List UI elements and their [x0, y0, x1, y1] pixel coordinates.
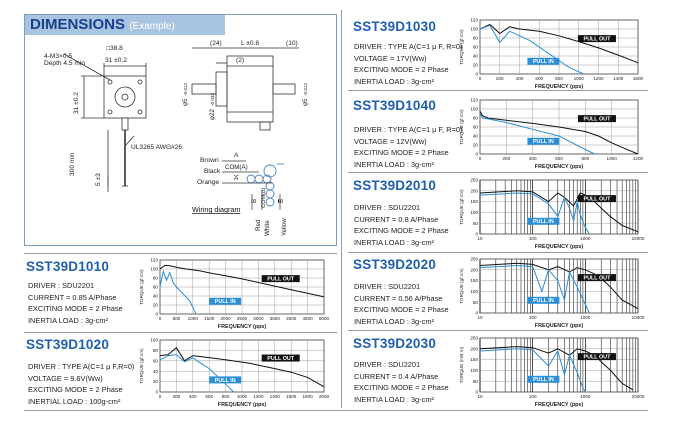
divider-right-2: [348, 172, 648, 173]
y-tick-label: 120: [470, 17, 478, 23]
model-specs-sst39d2020: [354, 281, 449, 327]
x-tick-label: 800: [581, 156, 590, 161]
chart-sst39d1010: [138, 256, 334, 330]
wire-orange-label: Orange: [197, 179, 219, 186]
x-axis-label: FREQUENCY (pps): [534, 244, 584, 250]
y-tick-label: 100: [470, 26, 478, 32]
model-title-sst39d2010: SST39D2010: [353, 178, 437, 193]
x-tick-label: 800: [555, 76, 563, 81]
spec-line: INERTIA LOAD : 3g-cm²: [354, 394, 434, 404]
pull-out-badge: [578, 274, 616, 281]
spec-line: INERTIA LOAD : 3g-cm²: [354, 237, 434, 247]
spec-line: CURRENT = 0.8 A/Phase: [354, 214, 439, 224]
spec-line: CURRENT = 0.4 A/Phase: [354, 371, 439, 381]
plot-frame: [480, 338, 638, 392]
pull-out-badge: [578, 35, 616, 42]
x-tick-label: 0: [158, 394, 162, 399]
y-tick-label: 0: [155, 311, 158, 317]
terminal-a-bar-label: A: [234, 175, 239, 182]
x-tick-label: 1000: [606, 156, 617, 161]
spec-line: INERTIA LOAD : 3g-cm²: [354, 76, 434, 86]
spec-line: INERTIA LOAD : 3g-cm²: [354, 159, 434, 169]
label-m3-thread: 4-M3×0.5: [44, 53, 73, 60]
x-tick-label: 3500: [269, 316, 280, 321]
x-tick-label: 200: [172, 394, 181, 399]
y-tick-label: 20: [152, 302, 158, 308]
label-shaft-tolerance-right: -0.012: [303, 82, 308, 96]
x-tick-label: 0: [478, 156, 482, 161]
y-tick-label: 200: [470, 267, 478, 273]
spec-line: EXCITING MODE = 2 Phase: [354, 305, 449, 314]
x-tick-label: 1200: [593, 76, 604, 81]
spec-line: DRIVER : SDU2201: [354, 360, 421, 369]
pull-out-badge: [262, 355, 300, 362]
pull-in-badge: [527, 218, 559, 225]
x-tick-label: 0: [158, 316, 162, 321]
y-tick-label: 0: [475, 310, 478, 316]
y-tick-label: 100: [470, 106, 478, 112]
pull-out-badge-text: PULL OUT: [267, 276, 295, 283]
model-title-sst39d1010: SST39D1010: [26, 259, 110, 274]
x-tick-label: 5000: [318, 316, 330, 321]
x-axis-label: FREQUENCY (pps): [534, 84, 584, 90]
y-tick-label: 50: [472, 299, 478, 305]
chart-sst39d2030: [458, 334, 648, 408]
column-divider: [341, 10, 342, 408]
y-tick-label: 20: [472, 62, 478, 68]
y-tick-label: 60: [152, 358, 158, 364]
y-axis-label: TORQUE (gf·cm): [459, 268, 464, 304]
x-tick-label: 4500: [302, 316, 313, 321]
pull-out-badge-text: PULL OUT: [583, 196, 611, 203]
terminal-b-bar-label: B: [278, 198, 285, 203]
x-tick-label: 1200: [632, 156, 644, 161]
x-tick-label: 3000: [253, 316, 264, 321]
x-tick-label: 1000: [580, 236, 591, 241]
y-tick-label: 100: [150, 337, 158, 343]
y-tick-label: 80: [472, 115, 478, 121]
x-tick-label: 1400: [269, 394, 280, 399]
pull-in-badge-text: PULL IN: [532, 298, 554, 305]
y-tick-label: 250: [470, 177, 478, 183]
y-tick-label: 0: [155, 389, 158, 395]
pull-in-badge: [209, 376, 241, 383]
dimensions-title-text: DIMENSIONS: [30, 16, 126, 33]
wire-brown-label: Brown: [200, 157, 219, 164]
terminal-a-label: A: [234, 152, 239, 159]
spec-line: DRIVER : TYPE A(C=1 μ F, R=0): [354, 125, 463, 134]
y-tick-label: 50: [472, 378, 478, 384]
y-tick-label: 250: [470, 256, 478, 262]
model-title-sst39d1020: SST39D1020: [26, 337, 110, 352]
x-tick-label: 1600: [286, 394, 297, 399]
model-specs-sst39d1030: [354, 41, 462, 87]
model-title-sst39d2030: SST39D2030: [353, 336, 437, 351]
pull-in-badge-text: PULL IN: [532, 139, 554, 146]
pull-out-badge: [578, 195, 616, 202]
model-title-sst39d2020: SST39D2020: [353, 257, 437, 272]
pull-in-badge-text: PULL IN: [532, 59, 554, 66]
y-tick-label: 120: [470, 97, 478, 103]
label-thread-depth: Depth 4.5 min: [44, 60, 86, 67]
x-tick-label: 600: [535, 76, 544, 81]
y-axis-label: TORQUE (gf·cm): [459, 109, 464, 145]
y-tick-label: 150: [470, 278, 478, 284]
x-tick-label: 400: [515, 76, 524, 81]
y-tick-label: 60: [472, 44, 478, 50]
pull-in-badge-text: PULL IN: [214, 377, 236, 384]
x-tick-label: 2000: [220, 316, 231, 321]
pull-out-badge: [578, 353, 616, 360]
y-axis-label: TORQUE (gf·cm): [139, 348, 144, 384]
x-tick-label: 1000: [573, 76, 584, 81]
x-tick-label: 10000: [631, 394, 645, 399]
spec-line: DRIVER : SDU2201: [354, 282, 421, 291]
divider-right-4: [348, 330, 648, 331]
y-tick-label: 60: [152, 284, 158, 290]
spec-line: INERTIAL LOAD : 100g-cm²: [28, 396, 121, 406]
pull-in-badge: [527, 297, 559, 304]
terminal-b-label: B: [251, 198, 258, 203]
chart-sst39d1020: [138, 336, 334, 408]
label-cable-spec: UL3265 AWG#26: [131, 144, 183, 151]
divider-bottom: [24, 410, 648, 411]
pull-out-badge: [262, 275, 300, 282]
spec-line: EXCITING MODE = 2 Phase: [354, 226, 449, 235]
spec-line: EXCITING MODE = 2 Phase: [28, 304, 123, 313]
dimensions-title: [30, 16, 175, 33]
x-tick-label: 1200: [253, 394, 264, 399]
divider-left-1: [24, 253, 337, 254]
label-square-size: □38.8: [106, 45, 123, 52]
y-tick-label: 40: [472, 53, 478, 59]
model-specs-sst39d2030: [354, 359, 449, 405]
pull-out-badge-text: PULL OUT: [267, 355, 295, 362]
y-tick-label: 100: [150, 266, 158, 272]
y-tick-label: 0: [475, 71, 478, 77]
spec-line: VOLTAGE = 9.6V(Ww): [28, 373, 103, 383]
wiring-diagram-title: Wiring diagram: [192, 205, 241, 214]
label-shaft-diameter-left: φ5: [182, 98, 189, 106]
x-axis-label: FREQUENCY (pps): [534, 402, 584, 408]
model-title-sst39d1030: SST39D1030: [353, 19, 437, 34]
spec-line: VOLTAGE = 17V(Ww): [354, 53, 427, 63]
x-tick-label: 400: [528, 156, 537, 161]
x-tick-label: 4000: [286, 316, 297, 321]
x-tick-label: 10000: [631, 315, 645, 320]
y-tick-label: 250: [470, 335, 478, 341]
pull-in-badge: [527, 376, 559, 383]
x-axis-label: FREQUENCY (pps): [534, 164, 584, 170]
y-tick-label: 40: [472, 133, 478, 139]
divider-right-3: [348, 252, 648, 253]
pull-in-badge: [527, 138, 559, 145]
spec-line: CURRENT = 0.85 A/Phase: [28, 292, 117, 302]
spec-line: INERTIA LOAD : 3g-cm²: [354, 316, 434, 326]
x-tick-label: 10: [477, 394, 483, 399]
x-tick-label: 100: [528, 236, 537, 241]
spec-line: DRIVER : SDU2201: [354, 203, 421, 212]
label-boss-diameter: φ22: [209, 109, 216, 120]
y-axis-label: TORQUE (gf·cm): [459, 29, 464, 65]
model-specs-sst39d2010: [354, 202, 449, 248]
x-tick-label: 100: [528, 394, 537, 399]
x-tick-label: 1400: [613, 76, 624, 81]
terminal-com-b-label: COM(B): [261, 187, 267, 208]
divider-left-2: [24, 332, 337, 333]
y-tick-label: 100: [470, 289, 478, 294]
pull-in-badge: [209, 298, 241, 305]
label-strip-length: 5 ±3: [95, 173, 102, 186]
spec-line: EXCITING MODE = 2 Phase: [28, 385, 123, 394]
y-tick-label: 150: [470, 357, 478, 363]
pull-in-badge-text: PULL IN: [214, 299, 236, 306]
y-tick-label: 50: [472, 220, 478, 226]
x-tick-label: 10: [477, 315, 483, 320]
dimension-drawing: [24, 36, 337, 246]
x-axis-label: FREQUENCY (pps): [217, 402, 267, 408]
x-axis-label: FREQUENCY (pps): [217, 324, 267, 330]
pull-in-badge: [527, 58, 559, 65]
wire-yellow-label: Yellow: [281, 218, 288, 236]
spec-line: VOLTAGE = 12V(Ww): [354, 136, 427, 146]
y-tick-label: 0: [475, 231, 478, 237]
x-tick-label: 10000: [631, 236, 645, 241]
x-axis-label: FREQUENCY (pps): [534, 323, 584, 329]
y-axis-label: TORQUE (gf·cm): [459, 189, 464, 225]
y-tick-label: 20: [472, 142, 478, 148]
label-dim-length: L ±0.8: [241, 40, 260, 47]
y-tick-label: 20: [152, 379, 158, 385]
y-axis-label: TORQUE (gf·cm): [139, 269, 144, 305]
y-tick-label: 200: [470, 346, 478, 352]
pull-in-badge-text: PULL IN: [532, 377, 554, 384]
x-tick-label: 10: [477, 236, 483, 241]
spec-line: EXCITING MODE = 2 Phase: [354, 383, 449, 392]
y-tick-label: 80: [152, 275, 158, 281]
x-tick-label: 500: [172, 316, 181, 321]
label-shaft-tolerance-left: -0.012: [183, 82, 188, 96]
plot-frame: [480, 180, 638, 234]
x-tick-label: 600: [205, 394, 214, 399]
label-width-tolerance: 31 ±0.2: [105, 57, 127, 64]
spec-line: EXCITING MODE = 2 Phase: [354, 65, 449, 74]
y-tick-label: 0: [475, 151, 478, 157]
y-tick-label: 40: [152, 293, 158, 299]
model-specs-sst39d1010: [28, 280, 123, 326]
y-tick-label: 100: [470, 368, 478, 373]
x-tick-label: 400: [188, 394, 197, 399]
x-tick-label: 1800: [302, 394, 313, 399]
x-tick-label: 1000: [187, 316, 198, 321]
x-tick-label: 1000: [580, 394, 591, 399]
model-specs-sst39d1040: [354, 124, 462, 170]
x-tick-label: 0: [478, 76, 482, 81]
x-tick-label: 2000: [318, 394, 330, 399]
motor-front-view: [64, 54, 146, 192]
y-tick-label: 100: [470, 210, 478, 215]
label-boss-tolerance: -0.033: [210, 92, 215, 106]
y-axis-label: TORQUE (mN·m): [459, 346, 464, 384]
pull-out-badge: [578, 115, 616, 122]
divider-right-1: [348, 90, 648, 91]
wire-red-label: Red: [255, 219, 262, 231]
label-lead-length: 300 min: [69, 152, 76, 176]
x-tick-label: 600: [555, 156, 563, 161]
x-tick-label: 1000: [580, 315, 591, 320]
chart-sst39d2020: [458, 255, 648, 329]
x-tick-label: 200: [502, 156, 511, 161]
wire-black-label: Black: [204, 168, 221, 175]
terminal-com-a-label: COM(A): [225, 164, 248, 171]
pull-out-badge-text: PULL OUT: [583, 275, 611, 282]
chart-sst39d1040: [458, 96, 648, 170]
x-tick-label: 1500: [204, 316, 215, 321]
y-tick-label: 40: [152, 368, 158, 374]
chart-sst39d2010: [458, 176, 648, 250]
label-dim-2: (2): [236, 57, 245, 64]
y-tick-label: 60: [472, 124, 478, 130]
x-tick-label: 1600: [632, 76, 644, 81]
model-title-sst39d1040: SST39D1040: [353, 98, 437, 113]
pull-out-badge-text: PULL OUT: [583, 354, 611, 361]
label-dim-10: (10): [286, 40, 298, 47]
label-shaft-diameter-right: φ5: [302, 98, 309, 106]
y-tick-label: 150: [470, 199, 478, 205]
y-tick-label: 80: [152, 348, 158, 353]
wire-white-label: White: [264, 220, 271, 236]
x-tick-label: 2500: [236, 316, 248, 321]
x-tick-label: 800: [221, 394, 230, 399]
pull-out-badge-text: PULL OUT: [583, 36, 611, 43]
pull-out-badge-text: PULL OUT: [583, 116, 611, 123]
spec-line: DRIVER : TYPE A(C=1 μ F,R=0): [28, 362, 135, 371]
label-dim-24: (24): [210, 40, 222, 47]
y-tick-label: 80: [472, 35, 478, 41]
spec-line: EXCITING MODE = 2 Phase: [354, 148, 449, 157]
x-tick-label: 1000: [236, 394, 248, 399]
dimensions-subtitle: (Example): [129, 21, 175, 32]
spec-line: DRIVER : TYPE A(C=1 μ F, R=0): [354, 42, 463, 51]
pull-in-badge-text: PULL IN: [532, 219, 554, 226]
spec-line: INERTIA LOAD : 3g-cm²: [28, 315, 108, 325]
label-height-tolerance: 31 ±0.2: [73, 92, 80, 114]
chart-sst39d1030: [458, 16, 648, 90]
y-tick-label: 200: [470, 188, 478, 194]
x-tick-label: 100: [528, 315, 537, 320]
spec-line: DRIVER : SDU2201: [28, 281, 95, 290]
y-tick-label: 120: [150, 257, 158, 263]
spec-line: CURRENT = 0.56 A/Phase: [354, 293, 443, 303]
x-tick-label: 200: [495, 76, 504, 81]
y-tick-label: 0: [475, 389, 478, 395]
model-specs-sst39d1020: [28, 361, 134, 407]
